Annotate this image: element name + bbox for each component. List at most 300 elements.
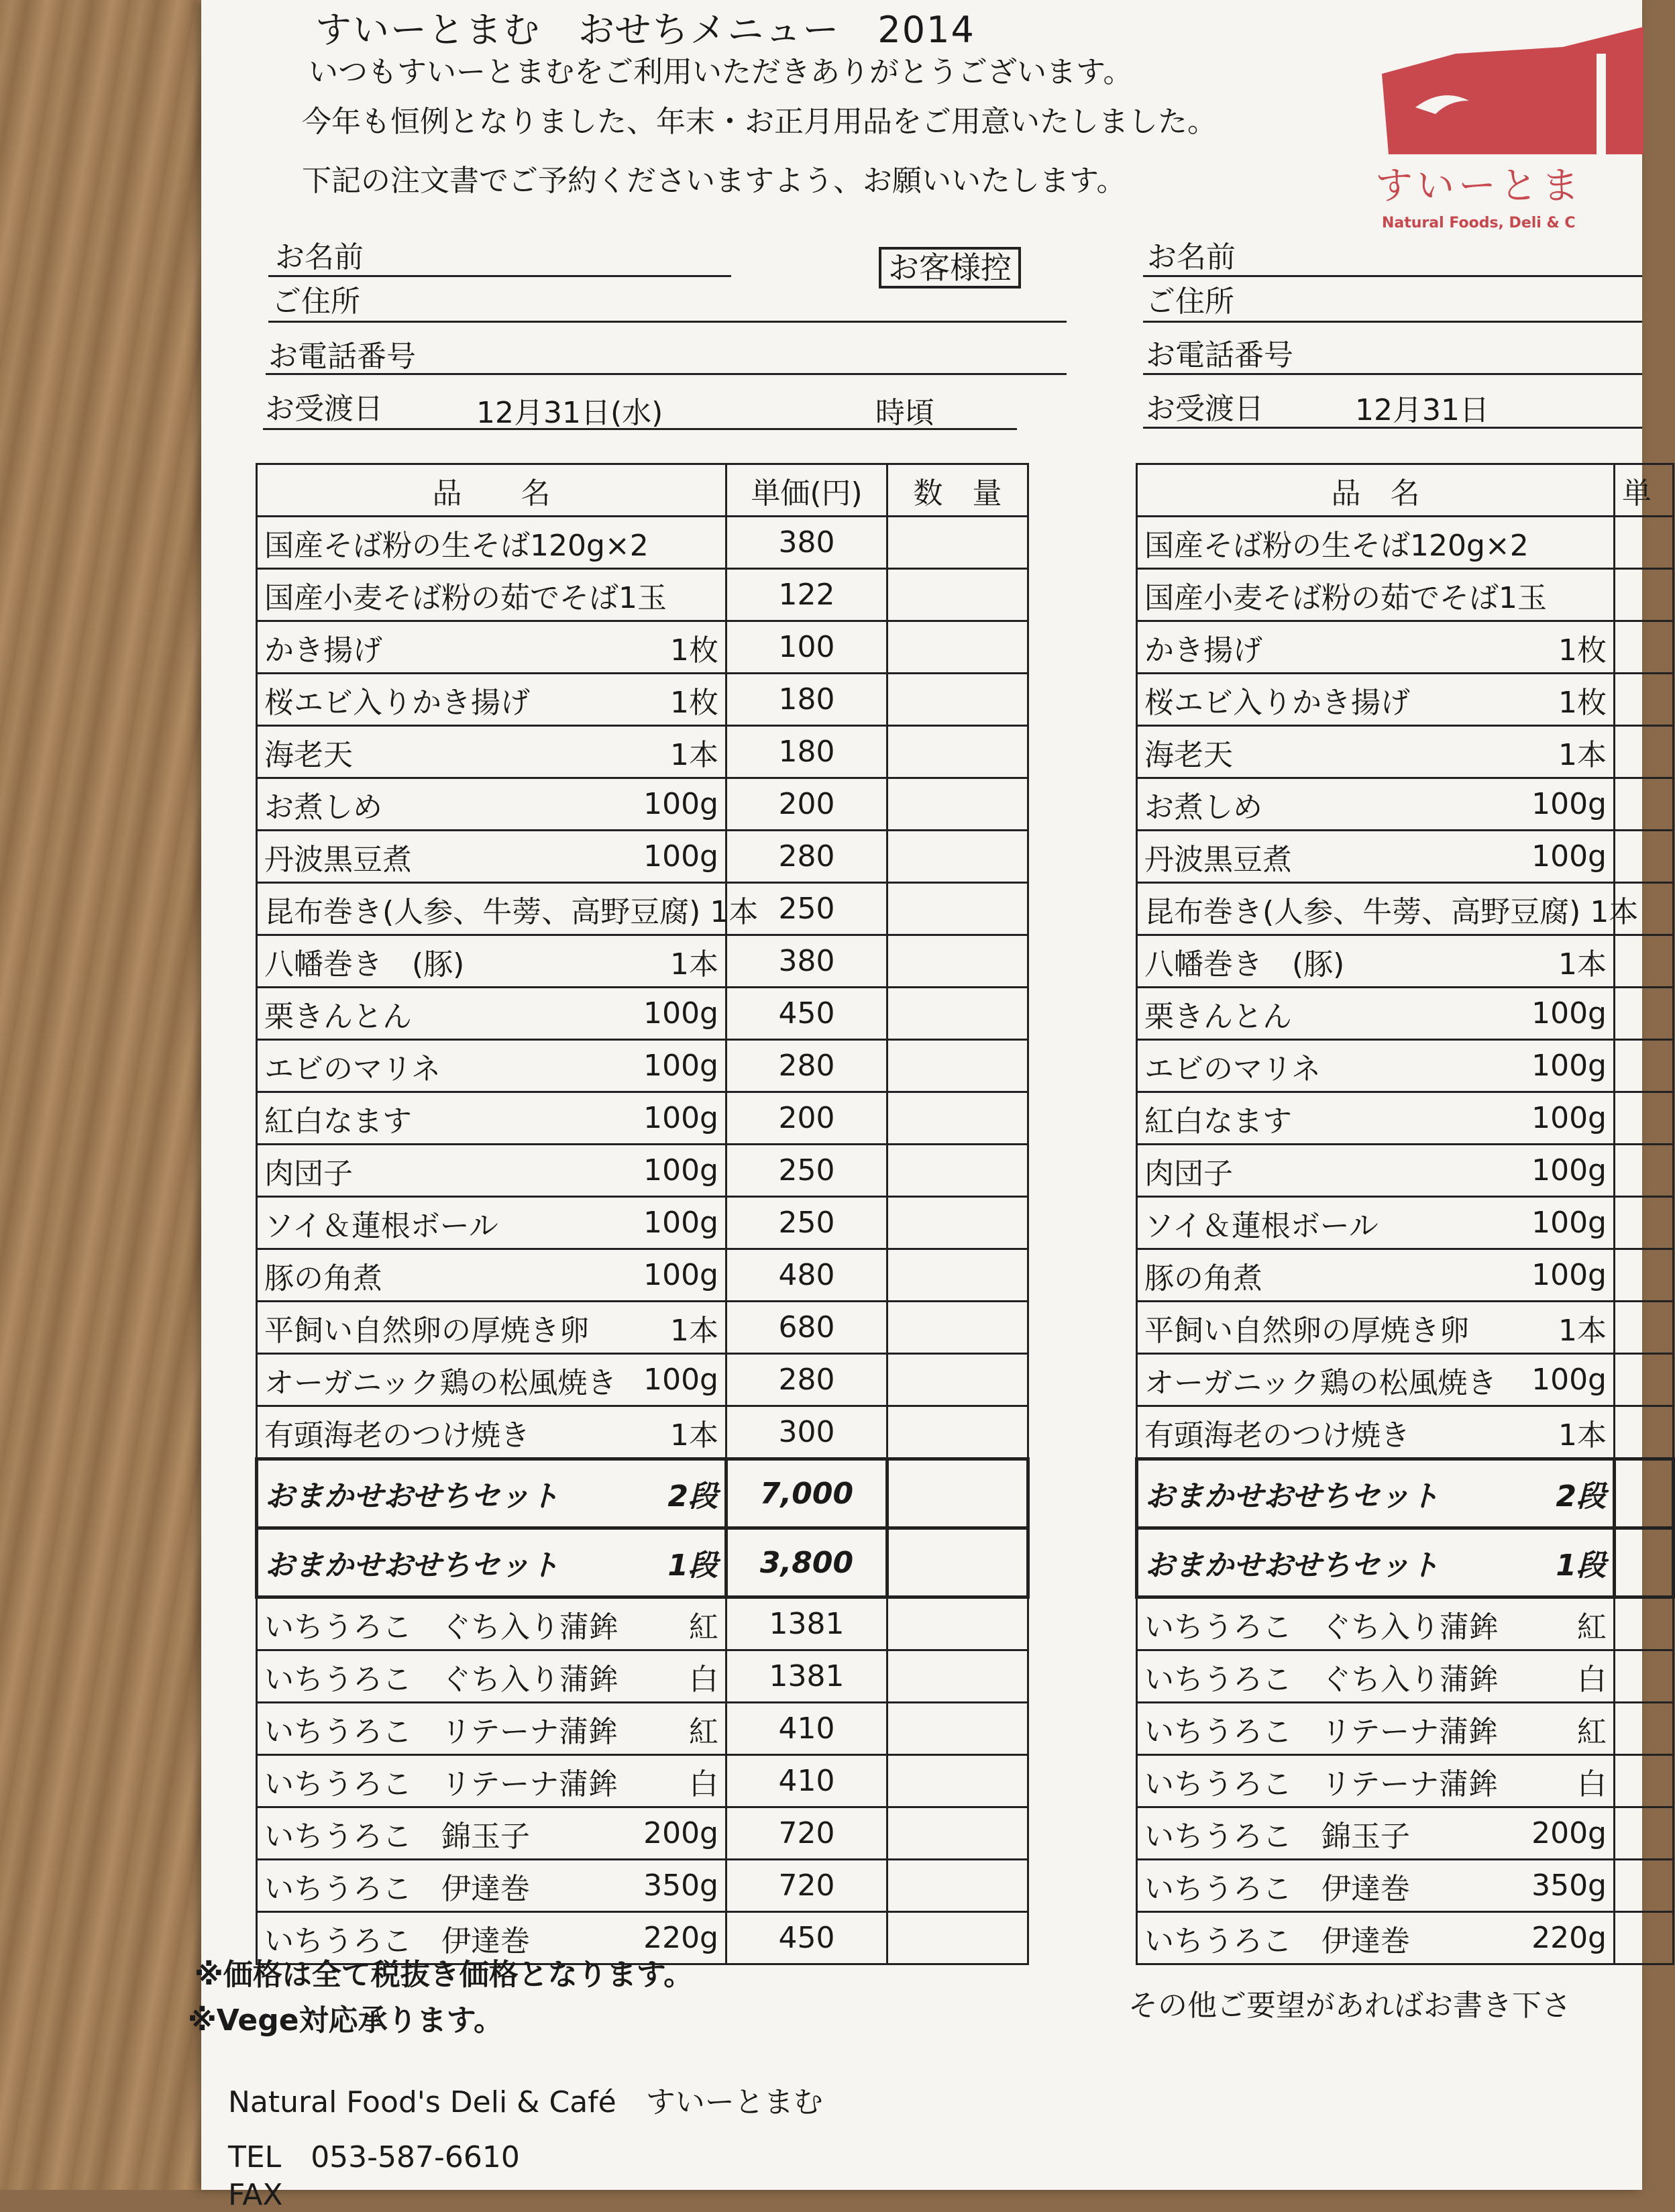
table-row xyxy=(257,1860,1028,1912)
price-cell: 200 xyxy=(726,778,887,831)
table-row xyxy=(1137,778,1674,831)
table-row xyxy=(1137,1807,1674,1860)
price-cell: 250 xyxy=(726,883,887,935)
item-cell xyxy=(257,1860,726,1912)
table-row xyxy=(1137,726,1674,778)
price-cell-cropped xyxy=(1615,1145,1674,1197)
price-cell: 1381 xyxy=(726,1650,887,1703)
item-name: 国産そば粉の生そば120g×2 xyxy=(264,528,649,563)
price-cell: 720 xyxy=(726,1860,887,1912)
item-cell xyxy=(1137,1597,1615,1650)
item-size: 100g xyxy=(643,1153,718,1188)
item-cell xyxy=(257,1302,726,1354)
tax-note: ※価格は全て税抜き価格となります。 xyxy=(195,1958,694,1992)
item-name: おまかせおせちセット xyxy=(265,1548,559,1583)
table-row xyxy=(1137,831,1674,883)
set-menu-row xyxy=(257,1528,1028,1597)
item-cell xyxy=(1137,1755,1615,1807)
item-name: おまかせおせちセット xyxy=(1145,1479,1440,1514)
item-size: 100g xyxy=(643,787,718,821)
item-cell xyxy=(1137,726,1615,778)
item-size: 1枚 xyxy=(670,633,718,668)
item-size: 2段 xyxy=(667,1479,718,1514)
item-cell xyxy=(257,831,726,883)
item-cell xyxy=(1137,1912,1615,1964)
price-cell: 380 xyxy=(726,517,887,569)
item-name: 栗きんとん xyxy=(264,999,412,1034)
table-row xyxy=(257,1807,1028,1860)
item-name: いちうろこ ぐち入り蒲鉾 xyxy=(264,1662,618,1697)
price-cell: 410 xyxy=(726,1755,887,1807)
table-row xyxy=(1137,988,1674,1040)
table-row xyxy=(257,935,1028,988)
item-name: 昆布巻き(人参、牛蒡、高野豆腐) xyxy=(1144,894,1581,929)
item-cell xyxy=(257,1040,726,1092)
item-name: 豚の角煮 xyxy=(264,1261,382,1296)
item-size: 100g xyxy=(643,1049,718,1083)
item-name: 海老天 xyxy=(264,737,353,772)
item-size: 1本 xyxy=(1558,947,1607,982)
quantity-cell[interactable] xyxy=(887,1703,1028,1755)
price-cell: 480 xyxy=(726,1249,887,1302)
item-cell xyxy=(1137,1459,1615,1528)
brand-name: すいーとま xyxy=(1375,164,1583,208)
item-cell xyxy=(1137,831,1615,883)
item-name: エビのマリネ xyxy=(1144,1051,1321,1086)
item-name: 平飼い自然卵の厚焼き卵 xyxy=(1144,1313,1469,1348)
item-size: 1本 xyxy=(710,894,759,929)
table-row xyxy=(1137,883,1674,935)
price-cell-cropped xyxy=(1615,1406,1674,1459)
item-column-header: 品 名 xyxy=(257,464,726,517)
item-cell xyxy=(1137,1354,1615,1406)
price-cell: 680 xyxy=(726,1302,887,1354)
quantity-cell[interactable] xyxy=(887,1650,1028,1703)
item-size: 白 xyxy=(1577,1662,1607,1697)
price-cell: 280 xyxy=(726,831,887,883)
item-name: お煮しめ xyxy=(264,790,382,825)
table-row xyxy=(1137,1912,1674,1964)
name-label-right: お名前 xyxy=(1147,240,1236,274)
price-column-header-right-partial: 単 xyxy=(1615,464,1674,517)
item-cell xyxy=(257,1092,726,1145)
quantity-cell[interactable] xyxy=(887,935,1028,988)
item-cell xyxy=(1137,988,1615,1040)
item-cell xyxy=(1137,1528,1615,1597)
price-cell-cropped xyxy=(1615,1860,1674,1912)
item-size: 1本 xyxy=(1558,1418,1607,1453)
item-name: おまかせおせちセット xyxy=(1145,1548,1440,1583)
item-size: 100g xyxy=(1531,1049,1607,1083)
price-cell: 450 xyxy=(726,988,887,1040)
item-cell xyxy=(257,1703,726,1755)
phone-label-right: お電話番号 xyxy=(1146,338,1293,372)
item-name: いちうろこ 伊達巻 xyxy=(264,1871,530,1906)
item-size: 1本 xyxy=(670,737,718,772)
table-row xyxy=(257,674,1028,726)
item-size: 1枚 xyxy=(1558,685,1607,720)
other-requests-label: その他ご要望があればお書き下さ xyxy=(1128,1989,1571,2023)
quantity-cell[interactable] xyxy=(887,778,1028,831)
shop-fax-partial: FAX xyxy=(228,2178,283,2212)
address-field-right[interactable] xyxy=(1143,321,1642,323)
quantity-cell[interactable] xyxy=(887,674,1028,726)
item-name: 国産小麦そば粉の茹でそば1玉 xyxy=(1144,580,1547,615)
item-size: 220g xyxy=(1531,1921,1607,1955)
item-column-header-right: 品 名 xyxy=(1137,464,1615,517)
table-row xyxy=(257,831,1028,883)
item-cell xyxy=(1137,1406,1615,1459)
customer-copy-badge: お客様控 xyxy=(879,247,1021,288)
quantity-cell[interactable] xyxy=(887,883,1028,935)
quantity-cell[interactable] xyxy=(887,1807,1028,1860)
item-cell xyxy=(1137,1249,1615,1302)
item-name: いちうろこ 伊達巻 xyxy=(1144,1871,1410,1906)
item-name: 八幡巻き (豚) xyxy=(1144,947,1345,982)
item-size: 100g xyxy=(1531,1258,1607,1292)
price-cell-cropped xyxy=(1615,1528,1674,1597)
item-name: かき揚げ xyxy=(1144,633,1262,668)
quantity-cell[interactable] xyxy=(887,1860,1028,1912)
item-name: ソイ＆蓮根ボール xyxy=(264,1208,498,1243)
item-cell xyxy=(1137,569,1615,621)
item-name: いちうろこ ぐち入り蒲鉾 xyxy=(1144,1610,1499,1644)
quantity-cell[interactable] xyxy=(887,726,1028,778)
quantity-cell[interactable] xyxy=(887,1197,1028,1249)
price-cell: 280 xyxy=(726,1354,887,1406)
table-row xyxy=(257,726,1028,778)
price-cell-cropped xyxy=(1615,1249,1674,1302)
brand-subtitle: Natural Foods, Deli & C xyxy=(1382,215,1576,231)
table-row xyxy=(257,1406,1028,1459)
table-row xyxy=(1137,1860,1674,1912)
quantity-column-header: 数 量 xyxy=(887,464,1028,517)
item-name: 国産そば粉の生そば120g×2 xyxy=(1144,528,1529,563)
item-cell xyxy=(1137,674,1615,726)
price-cell: 280 xyxy=(726,1040,887,1092)
phone-label-left: お電話番号 xyxy=(268,339,416,374)
item-cell xyxy=(257,1145,726,1197)
price-cell-cropped xyxy=(1615,778,1674,831)
item-size: 100g xyxy=(1531,996,1607,1031)
quantity-cell[interactable] xyxy=(887,1302,1028,1354)
phone-field-right[interactable] xyxy=(1143,373,1642,375)
menu-table-left xyxy=(255,463,1030,1965)
item-size: 2段 xyxy=(1556,1479,1606,1514)
item-cell xyxy=(1137,1302,1615,1354)
brand-logo xyxy=(1362,27,1643,231)
price-cell: 100 xyxy=(726,621,887,674)
order-form-sheet xyxy=(188,0,1652,2212)
price-cell-cropped xyxy=(1615,1912,1674,1964)
item-cell xyxy=(1137,517,1615,569)
delivery-label-right: お受渡日 xyxy=(1146,392,1264,426)
price-cell-cropped xyxy=(1615,988,1674,1040)
table-row xyxy=(257,1703,1028,1755)
price-cell-cropped xyxy=(1615,1197,1674,1249)
table-row xyxy=(1137,1092,1674,1145)
quantity-cell[interactable] xyxy=(887,621,1028,674)
item-size: 紅 xyxy=(689,1610,718,1644)
item-cell xyxy=(257,674,726,726)
item-name: いちうろこ リテーナ蒲鉾 xyxy=(1144,1714,1499,1749)
item-size: 1本 xyxy=(670,947,718,982)
table-row xyxy=(1137,1197,1674,1249)
delivery-time-label-left: 時頃 xyxy=(875,396,934,430)
item-name: いちうろこ リテーナ蒲鉾 xyxy=(1144,1767,1499,1801)
quantity-cell[interactable] xyxy=(887,1354,1028,1406)
item-size: 1本 xyxy=(1558,1313,1607,1348)
item-cell xyxy=(1137,621,1615,674)
quantity-cell[interactable] xyxy=(887,1459,1028,1528)
item-size: 白 xyxy=(689,1767,718,1801)
item-size: 100g xyxy=(643,1258,718,1292)
price-cell-cropped xyxy=(1615,1354,1674,1406)
item-cell xyxy=(1137,1092,1615,1145)
table-row xyxy=(257,988,1028,1040)
item-name: 丹波黒豆煮 xyxy=(264,842,412,877)
item-cell xyxy=(1137,1145,1615,1197)
item-size: 100g xyxy=(643,1206,718,1240)
item-size: 100g xyxy=(643,1363,718,1397)
item-name: 昆布巻き(人参、牛蒡、高野豆腐) xyxy=(264,894,701,929)
item-cell xyxy=(257,1755,726,1807)
item-name: 八幡巻き (豚) xyxy=(264,947,465,982)
item-size: 100g xyxy=(1531,1101,1607,1135)
item-cell xyxy=(257,883,759,935)
page-title: すいーとまむ おせちメニュー 2014 xyxy=(315,9,975,51)
quantity-cell[interactable] xyxy=(887,1145,1028,1197)
item-cell xyxy=(1137,935,1615,988)
table-row xyxy=(257,1040,1028,1092)
table-row xyxy=(1137,621,1674,674)
item-name: いちうろこ 伊達巻 xyxy=(1144,1924,1410,1958)
table-row xyxy=(1137,1249,1674,1302)
quantity-cell[interactable] xyxy=(887,1092,1028,1145)
table-row xyxy=(257,1650,1028,1703)
price-cell: 1381 xyxy=(726,1597,887,1650)
name-field-right[interactable] xyxy=(1143,275,1642,277)
item-size: 100g xyxy=(1531,839,1607,874)
item-cell xyxy=(257,778,726,831)
price-cell: 180 xyxy=(726,674,887,726)
item-size: 100g xyxy=(1531,1206,1607,1240)
price-cell: 180 xyxy=(726,726,887,778)
item-cell xyxy=(257,1807,726,1860)
item-cell xyxy=(1137,1807,1615,1860)
set-menu-row xyxy=(257,1459,1028,1528)
item-name: 有頭海老のつけ焼き xyxy=(264,1418,530,1453)
item-name: 丹波黒豆煮 xyxy=(1144,842,1292,877)
price-cell: 300 xyxy=(726,1406,887,1459)
phone-field-left[interactable] xyxy=(266,373,1067,375)
item-size: 1本 xyxy=(1558,737,1607,772)
item-name: かき揚げ xyxy=(264,633,382,668)
table-row xyxy=(257,1249,1028,1302)
table-row xyxy=(257,1755,1028,1807)
item-name: 肉団子 xyxy=(1144,1156,1233,1191)
price-cell: 200 xyxy=(726,1092,887,1145)
quantity-cell[interactable] xyxy=(887,569,1028,621)
delivery-field-left[interactable] xyxy=(263,428,1017,430)
price-column-header: 単価(円) xyxy=(726,464,887,517)
item-name: いちうろこ リテーナ蒲鉾 xyxy=(264,1714,618,1749)
vege-note: ※Vege対応承ります。 xyxy=(188,2003,504,2038)
delivery-label-left: お受渡日 xyxy=(265,392,383,426)
quantity-cell[interactable] xyxy=(887,1755,1028,1807)
item-size: 1段 xyxy=(667,1548,718,1583)
table-row xyxy=(1137,1650,1674,1703)
item-size: 1段 xyxy=(1556,1548,1606,1583)
shop-tel: TEL 053-587-6610 xyxy=(228,2140,520,2174)
item-size: 200g xyxy=(643,1816,718,1850)
delivery-date-right: 12月31日 xyxy=(1355,393,1489,427)
table-row xyxy=(1137,1597,1674,1650)
price-cell-cropped xyxy=(1615,1755,1674,1807)
price-cell: 380 xyxy=(726,935,887,988)
price-cell-cropped xyxy=(1615,621,1674,674)
table-row xyxy=(1137,1145,1674,1197)
item-cell xyxy=(257,1406,726,1459)
price-cell-cropped xyxy=(1615,1703,1674,1755)
price-cell-cropped xyxy=(1615,1092,1674,1145)
price-cell: 3,800 xyxy=(726,1528,887,1597)
item-name: お煮しめ xyxy=(1144,790,1262,825)
item-size: 1枚 xyxy=(1558,633,1607,668)
quantity-cell[interactable] xyxy=(887,1528,1028,1597)
name-label-left: お名前 xyxy=(275,240,364,274)
item-size: 紅 xyxy=(689,1714,718,1749)
item-size: 紅 xyxy=(1577,1714,1607,1749)
address-field-left[interactable] xyxy=(268,321,1067,323)
item-cell xyxy=(1137,883,1639,935)
item-size: 220g xyxy=(643,1921,718,1955)
item-name: いちうろこ ぐち入り蒲鉾 xyxy=(1144,1662,1499,1697)
item-size: 1本 xyxy=(1590,894,1639,929)
item-name: いちうろこ ぐち入り蒲鉾 xyxy=(264,1610,618,1644)
quantity-cell[interactable] xyxy=(887,1406,1028,1459)
item-size: 紅 xyxy=(1577,1610,1607,1644)
item-name: 紅白なます xyxy=(264,1104,412,1139)
table-row xyxy=(1137,1354,1674,1406)
price-cell: 410 xyxy=(726,1703,887,1755)
delivery-date-left: 12月31日(水) xyxy=(476,396,663,430)
item-size: 100g xyxy=(643,996,718,1031)
price-cell-cropped xyxy=(1615,674,1674,726)
item-name: いちうろこ 錦玉子 xyxy=(264,1819,530,1854)
item-size: 白 xyxy=(1577,1767,1607,1801)
table-row xyxy=(1137,569,1674,621)
delivery-field-right[interactable] xyxy=(1143,427,1642,429)
item-size: 1本 xyxy=(670,1418,718,1453)
table-row xyxy=(1137,1406,1674,1459)
address-label-left: ご住所 xyxy=(272,284,360,319)
name-field-left[interactable] xyxy=(268,275,731,277)
item-name: オーガニック鶏の松風焼き xyxy=(264,1365,617,1400)
item-name: 桜エビ入りかき揚げ xyxy=(264,685,530,720)
item-size: 100g xyxy=(643,839,718,874)
item-name: エビのマリネ xyxy=(264,1051,441,1086)
quantity-cell[interactable] xyxy=(887,1249,1028,1302)
quantity-cell[interactable] xyxy=(887,988,1028,1040)
item-name: 紅白なます xyxy=(1144,1104,1292,1139)
item-name: いちうろこ 伊達巻 xyxy=(264,1924,530,1958)
price-cell-cropped xyxy=(1615,1459,1674,1528)
item-name: おまかせおせちセット xyxy=(265,1479,559,1514)
table-row xyxy=(257,1197,1028,1249)
table-row xyxy=(257,1092,1028,1145)
menu-table-right xyxy=(1135,463,1675,1965)
table-row xyxy=(257,569,1028,621)
price-cell-cropped xyxy=(1615,1302,1674,1354)
table-row xyxy=(257,517,1028,569)
quantity-cell[interactable] xyxy=(887,1040,1028,1092)
table-row xyxy=(257,1302,1028,1354)
item-cell xyxy=(1137,1197,1615,1249)
item-cell xyxy=(257,1249,726,1302)
quantity-cell[interactable] xyxy=(887,1597,1028,1650)
table-row xyxy=(257,1145,1028,1197)
item-cell xyxy=(257,935,726,988)
item-name: 有頭海老のつけ焼き xyxy=(1144,1418,1410,1453)
quantity-cell[interactable] xyxy=(887,517,1028,569)
item-cell xyxy=(257,1597,726,1650)
quantity-cell[interactable] xyxy=(887,1912,1028,1964)
intro-line-2: 今年も恒例となりました、年末・お正月用品をご用意いたしました。 xyxy=(302,105,1217,139)
set-menu-row xyxy=(1137,1459,1674,1528)
table-row xyxy=(1137,517,1674,569)
item-size: 200g xyxy=(1531,1816,1607,1850)
item-cell xyxy=(257,988,726,1040)
item-cell xyxy=(257,726,726,778)
item-cell xyxy=(257,621,726,674)
table-row xyxy=(257,621,1028,674)
item-cell xyxy=(1137,1650,1615,1703)
item-name: 海老天 xyxy=(1144,737,1233,772)
price-cell: 720 xyxy=(726,1807,887,1860)
price-cell-cropped xyxy=(1615,569,1674,621)
price-cell-cropped xyxy=(1615,517,1674,569)
item-name: ソイ＆蓮根ボール xyxy=(1144,1208,1379,1243)
table-row xyxy=(257,1912,1028,1964)
item-name: いちうろこ リテーナ蒲鉾 xyxy=(264,1767,618,1801)
item-size: 1本 xyxy=(670,1313,718,1348)
item-cell xyxy=(257,1650,726,1703)
table-row xyxy=(257,1354,1028,1406)
item-name: オーガニック鶏の松風焼き xyxy=(1144,1365,1497,1400)
shop-name: Natural Food's Deli & Café すいーとまむ xyxy=(228,2085,823,2119)
swallow-house-logo-icon xyxy=(1362,27,1643,161)
item-cell xyxy=(257,569,726,621)
price-cell-cropped xyxy=(1615,1650,1674,1703)
price-cell: 250 xyxy=(726,1197,887,1249)
item-cell xyxy=(257,1354,726,1406)
price-cell: 122 xyxy=(726,569,887,621)
item-size: 100g xyxy=(1531,787,1607,821)
price-cell: 7,000 xyxy=(726,1459,887,1528)
item-size: 白 xyxy=(689,1662,718,1697)
item-name: いちうろこ 錦玉子 xyxy=(1144,1819,1410,1854)
item-cell xyxy=(1137,1860,1615,1912)
intro-line-1: いつもすいーとまむをご利用いただきありがとうございます。 xyxy=(309,55,1133,89)
item-size: 100g xyxy=(1531,1153,1607,1188)
quantity-cell[interactable] xyxy=(887,831,1028,883)
item-size: 100g xyxy=(643,1101,718,1135)
item-cell xyxy=(1137,1703,1615,1755)
table-row xyxy=(1137,935,1674,988)
price-cell: 250 xyxy=(726,1145,887,1197)
item-name: 肉団子 xyxy=(264,1156,353,1191)
